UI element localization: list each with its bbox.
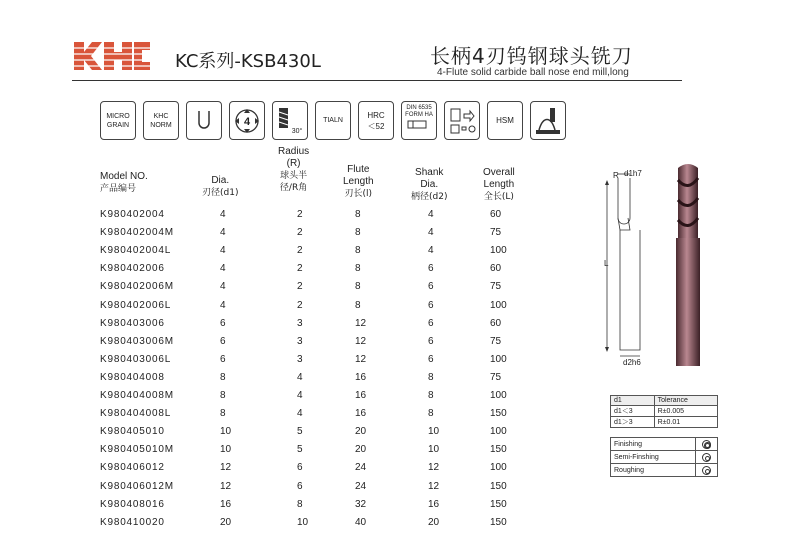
overall-length-cell: 100 — [490, 462, 507, 474]
flute-length-cell: 40 — [355, 516, 367, 528]
product-title-en: 4-Flute solid carbide ball nose end mill,long — [437, 67, 629, 78]
table-row — [100, 333, 540, 351]
ball-nose-icon — [186, 101, 222, 140]
milling-profile-icon — [530, 101, 566, 140]
tool-drawing — [590, 160, 730, 370]
header-shank-dia: Shank Dia. 柄径(d2) — [411, 167, 448, 202]
table-row — [100, 315, 540, 333]
overall-length-cell: 100 — [490, 426, 507, 438]
header-overall-length: Overall Length 全长(L) — [483, 167, 515, 202]
model-cell: K980402004L — [100, 245, 172, 257]
helix-angle-icon — [272, 101, 308, 140]
header-divider — [72, 80, 682, 81]
overall-length-cell: 100 — [490, 299, 507, 311]
radius-cell: 2 — [297, 299, 303, 311]
radius-cell: 2 — [297, 263, 303, 275]
target-icon — [702, 466, 711, 475]
overall-length-cell: 150 — [490, 498, 507, 510]
tool-change-icon — [444, 101, 480, 140]
shank-dia-cell: 6 — [428, 335, 434, 347]
table-row — [100, 387, 540, 405]
shank-dia-cell: 16 — [428, 498, 440, 510]
hsm-badge: HSM — [487, 101, 523, 140]
model-cell: K980403006 — [100, 317, 165, 329]
table-row — [100, 459, 540, 477]
radius-cell: 5 — [297, 426, 303, 438]
flute-length-cell: 32 — [355, 498, 367, 510]
coating-badge: TIALN — [315, 101, 351, 140]
overall-length-cell: 150 — [490, 480, 507, 492]
shank-dia-cell: 8 — [428, 371, 434, 383]
flute-length-cell: 8 — [355, 281, 361, 293]
dia-cell: 4 — [220, 245, 226, 257]
overall-length-cell: 75 — [490, 371, 502, 383]
flute-length-cell: 16 — [355, 390, 367, 401]
radius-cell: 8 — [297, 498, 303, 510]
radius-cell: 4 — [297, 371, 303, 383]
model-cell: K980404008M — [100, 390, 174, 401]
radius-cell: 6 — [297, 462, 303, 474]
khc-norm-badge: KHC NORM — [143, 101, 179, 140]
shank-dia-cell: 6 — [428, 299, 434, 311]
khc-logo — [72, 36, 152, 76]
model-cell: K980410020 — [100, 516, 165, 528]
radius-cell: 4 — [297, 408, 303, 420]
radius-cell: 4 — [297, 390, 303, 401]
dia-cell: 6 — [220, 353, 226, 365]
overall-length-cell: 75 — [490, 281, 502, 293]
radius-cell: 2 — [297, 245, 303, 257]
overall-length-cell: 150 — [490, 408, 507, 420]
model-cell: K980402004 — [100, 209, 165, 220]
shank-dia-cell: 12 — [428, 462, 440, 474]
shank-dia-cell: 6 — [428, 317, 434, 329]
table-row — [100, 369, 540, 387]
svg-text:4: 4 — [243, 115, 251, 128]
overall-length-cell: 150 — [490, 516, 507, 528]
overall-length-cell: 100 — [490, 245, 507, 257]
dia-cell: 20 — [220, 516, 232, 528]
dia-cell: 8 — [220, 408, 226, 420]
table-row — [100, 206, 540, 224]
application-table: Finishing Semi-Finshing Roughing — [610, 437, 718, 477]
model-cell: K980402006L — [100, 299, 172, 311]
flute-length-cell: 8 — [355, 299, 361, 311]
radius-cell: 3 — [297, 317, 303, 329]
dia-cell: 12 — [220, 480, 232, 492]
table-row — [100, 514, 540, 532]
header-flute-length: Flute Length 刃长(l) — [343, 164, 374, 199]
header-radius: Radius (R) 球头半 径/R角 — [278, 146, 310, 193]
svg-text:30°: 30° — [291, 127, 303, 135]
flute-length-cell: 20 — [355, 426, 367, 438]
flute-length-cell: 8 — [355, 245, 361, 257]
overall-length-cell: 60 — [490, 263, 502, 275]
radius-cell: 3 — [297, 353, 303, 365]
flute-length-cell: 24 — [355, 462, 367, 474]
dia-cell: 4 — [220, 299, 226, 311]
flute-count-badge — [229, 101, 265, 140]
dia-cell: 4 — [220, 209, 226, 220]
dia-cell: 16 — [220, 498, 232, 510]
flute-length-cell: 8 — [355, 227, 361, 239]
flute-length-cell: 12 — [355, 335, 367, 347]
shank-dia-cell: 10 — [428, 426, 440, 438]
shank-dia-cell: 10 — [428, 444, 440, 456]
model-cell: K980404008 — [100, 371, 165, 383]
header-model: Model NO. 产品编号 — [100, 171, 148, 194]
dia-cell: 8 — [220, 371, 226, 383]
shank-dia-cell: 4 — [428, 209, 434, 220]
shank-dia-cell: 20 — [428, 516, 440, 528]
header-dia: Dia. 刃径(d1) — [202, 175, 239, 198]
flute-length-cell: 12 — [355, 353, 367, 365]
shank-dia-cell: 6 — [428, 263, 434, 275]
model-cell: K980402004M — [100, 227, 174, 239]
flute-length-cell: 24 — [355, 480, 367, 492]
overall-length-cell: 75 — [490, 227, 502, 239]
shank-dia-cell: 6 — [428, 353, 434, 365]
shank-dia-cell: 8 — [428, 390, 434, 401]
flute-length-cell: 16 — [355, 408, 367, 420]
flute-length-cell: 16 — [355, 371, 367, 383]
table-row — [100, 224, 540, 242]
micro-grain-badge: MICRO GRAIN — [100, 101, 136, 140]
dia-cell: 10 — [220, 426, 232, 438]
flute-length-cell: 8 — [355, 209, 361, 220]
table-row — [100, 278, 540, 296]
table-row — [100, 405, 540, 423]
flute-length-cell: 8 — [355, 263, 361, 275]
target-icon — [702, 453, 711, 462]
overall-length-cell: 100 — [490, 390, 507, 401]
shank-dia-cell: 8 — [428, 408, 434, 420]
series-title: KC系列-KSB430L — [175, 51, 321, 72]
dia-cell: 4 — [220, 281, 226, 293]
overall-length-cell: 100 — [490, 353, 507, 365]
flute-length-cell: 12 — [355, 317, 367, 329]
shank-dia-cell: 4 — [428, 245, 434, 257]
shank-dia-cell: 12 — [428, 480, 440, 492]
model-cell: K980406012 — [100, 462, 165, 474]
overall-length-cell: 60 — [490, 209, 502, 220]
radius-cell: 5 — [297, 444, 303, 456]
svg-text:R: R — [613, 171, 619, 180]
dia-cell: 10 — [220, 444, 232, 456]
radius-cell: 2 — [297, 281, 303, 293]
dia-cell: 6 — [220, 317, 226, 329]
radius-cell: 2 — [297, 209, 303, 220]
dia-cell: 12 — [220, 462, 232, 474]
svg-text:d1h7: d1h7 — [624, 169, 642, 178]
dia-cell: 4 — [220, 227, 226, 239]
table-row — [100, 351, 540, 369]
shank-dia-cell: 6 — [428, 281, 434, 293]
dia-cell: 8 — [220, 390, 226, 401]
overall-length-cell: 60 — [490, 317, 502, 329]
table-row — [100, 242, 540, 260]
table-row — [100, 297, 540, 315]
product-title-cn: 长柄4刃钨钢球头铣刀 — [430, 44, 633, 68]
shank-dia-cell: 4 — [428, 227, 434, 239]
dia-cell: 6 — [220, 335, 226, 347]
flute-length-cell: 20 — [355, 444, 367, 456]
model-cell: K980402006 — [100, 263, 165, 275]
tolerance-table: d1 Tolerance d1＜3 R±0.005 d1＞3 R±0.01 — [610, 395, 718, 428]
dia-cell: 4 — [220, 263, 226, 275]
model-cell: K980406012M — [100, 480, 174, 492]
model-cell: K980405010M — [100, 444, 174, 456]
radius-cell: 3 — [297, 335, 303, 347]
overall-length-cell: 75 — [490, 335, 502, 347]
model-cell: K980408016 — [100, 498, 165, 510]
model-cell: K980405010 — [100, 426, 165, 438]
table-row — [100, 260, 540, 278]
target-filled-icon — [702, 440, 711, 449]
table-row — [100, 441, 540, 459]
svg-text:L: L — [604, 259, 609, 268]
model-cell: K980404008L — [100, 408, 172, 420]
model-cell: K980402006M — [100, 281, 174, 293]
din-badge: DIN 6535 FORM HA — [401, 101, 437, 140]
radius-cell: 2 — [297, 227, 303, 239]
radius-cell: 10 — [297, 516, 309, 528]
overall-length-cell: 150 — [490, 444, 507, 456]
model-cell: K980403006L — [100, 353, 172, 365]
table-row — [100, 496, 540, 514]
svg-text:d2h6: d2h6 — [623, 358, 641, 367]
table-row — [100, 423, 540, 441]
model-cell: K980403006M — [100, 335, 174, 347]
table-row — [100, 478, 540, 496]
hrc-badge: HRC ＜52 — [358, 101, 394, 140]
radius-cell: 6 — [297, 480, 303, 492]
